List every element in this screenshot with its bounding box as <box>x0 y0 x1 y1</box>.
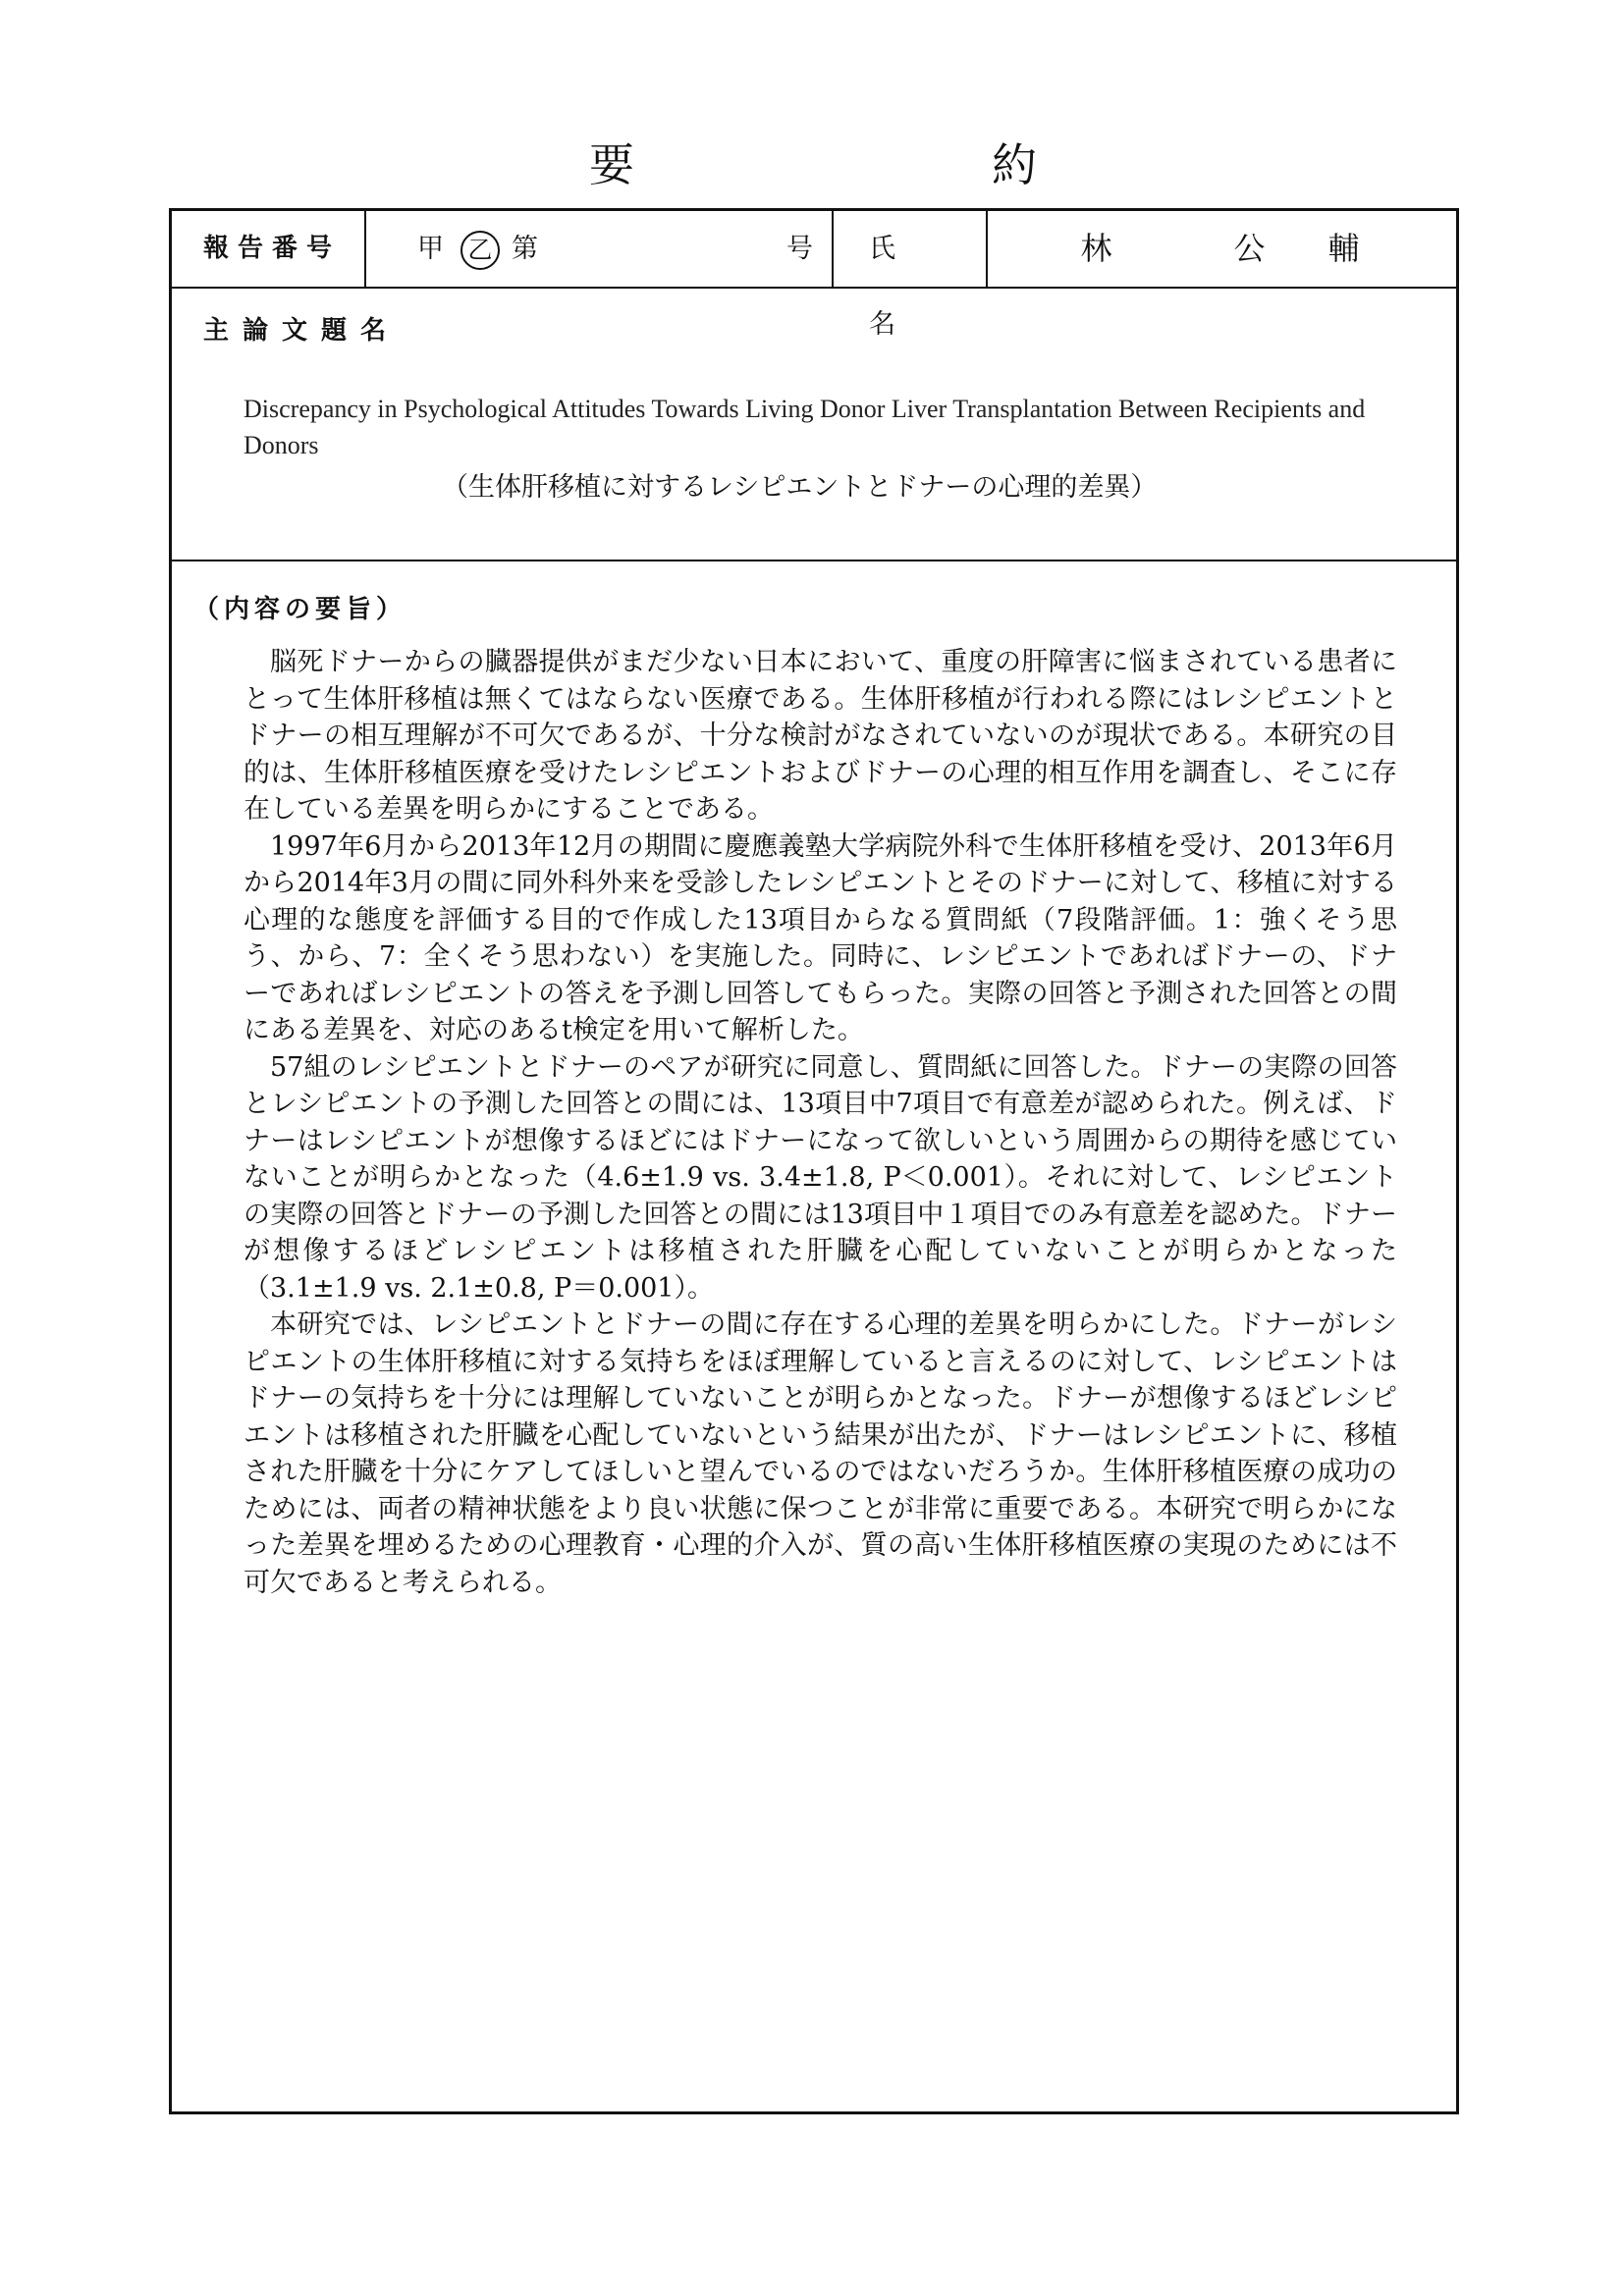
thesis-title-label: 主論文題名 <box>203 316 401 346</box>
thesis-title-japanese: （生体肝移植に対するレシピエントとドナーの心理的差異） <box>442 472 1158 503</box>
summary-form <box>169 208 1459 2114</box>
summary-body <box>244 644 1397 1601</box>
thesis-title-section <box>172 289 1456 561</box>
summary-paragraph: 本研究では、レシピエントとドナーの間に存在する心理的差異を明らかにした。ドナーがレシピエントの生体肝移植に対する気持ちをほぼ理解していると言えるのに対して、レシピエントはドナーの気持ちを十分には理解していないことが明らかとなった。ドナーが想像するほどレシピエントは移植された肝臓を心配していないという結果が出たが、ドナーはレシピエントに、移植された肝臓を十分にケアしてほしいと望んでいるのではないだろうか。生体肝移植医療の成功のためには、両者の精神状態をより良い状態に保つことが非常に重要である。本研究で明らかになった差異を埋めるための心理教育・心理的介入が、質の高い生体肝移植医療の実現のためには不可欠であると考えられる。 <box>244 1309 1397 1598</box>
summary-label: （内容の要旨） <box>193 595 407 624</box>
name-label-cell <box>834 211 988 340</box>
document-title <box>0 135 1624 194</box>
thesis-title-english: Discrepancy in Psychological Attitudes Towards Living Donor Liver Transplantation Between Recipients and Donors <box>244 395 1366 459</box>
summary-paragraph: 57組のレシピエントとドナーのペアが研究に同意し、質問紙に回答した。ドナーの実際の回答とレシピエントの予測した回答との間には、13項目中7項目で有意差が認められた。例えば、ドナーはレシピエントが想像するほどにはドナーになって欲しいという周囲からの期待を感じていないことが明らかとなった（4.6±1.9 vs. 3.4±1.8, P＜0.001）。それに対して、レシピエントの実際の回答とドナーの予測した回答との間には13項目中１項目でのみ有意差を認めた。ドナーが想像するほどレシピエントは移植された肝臓を心配していないことが明らかとなった（3.1±1.9 vs. 2.1±0.8, P＝0.001）。 <box>244 1051 1397 1304</box>
dai-label: 第 <box>512 234 538 264</box>
name-label: 氏名 <box>869 234 945 340</box>
gou-label: 号 <box>786 234 813 264</box>
report-number-label: 報告番号 <box>203 234 342 263</box>
name-family: 林 <box>1080 230 1116 267</box>
report-number-cell <box>366 211 834 287</box>
kou-option: 甲 <box>417 234 444 264</box>
otsu-option-circled: 乙 <box>460 231 500 270</box>
title-char-right: 約 <box>992 138 1037 191</box>
author-name <box>988 211 1456 287</box>
name-given-1: 公 <box>1233 230 1270 267</box>
summary-paragraph: 1997年6月から2013年12月の期間に慶應義塾大学病院外科で生体肝移植を受け、2013年6月から2014年3月の間に同外科外来を受診したレシピエントとそのドナーに対して、移植に対する心理的な態度を評価する目的で作成した13項目からなる質問紙（7段階評価。1：強くそう思う、から、7：全くそう思わない）を実施した。同時に、レシピエントであればドナーの、ドナーであればレシピエントの答えを予測し回答してもらった。実際の回答と予測された回答との間にある差異を、対応のあるt検定を用いて解析した。 <box>244 830 1397 1045</box>
title-char-left: 要 <box>589 138 634 191</box>
summary-paragraph: 脳死ドナーからの臓器提供がまだ少ない日本において、重度の肝障害に悩まされている患者にとって生体肝移植は無くてはならない医療である。生体肝移植が行われる際にはレシピエントとドナーの相互理解が不可欠であるが、十分な検討がなされていないのが現状である。本研究の目的は、生体肝移植医療を受けたレシピエントおよびドナーの心理的相互作用を調査し、そこに存在している差異を明らかにすることである。 <box>244 647 1397 825</box>
name-given-2: 輔 <box>1327 230 1364 267</box>
report-number-label-cell <box>172 211 366 287</box>
name-value-cell <box>988 211 1456 287</box>
